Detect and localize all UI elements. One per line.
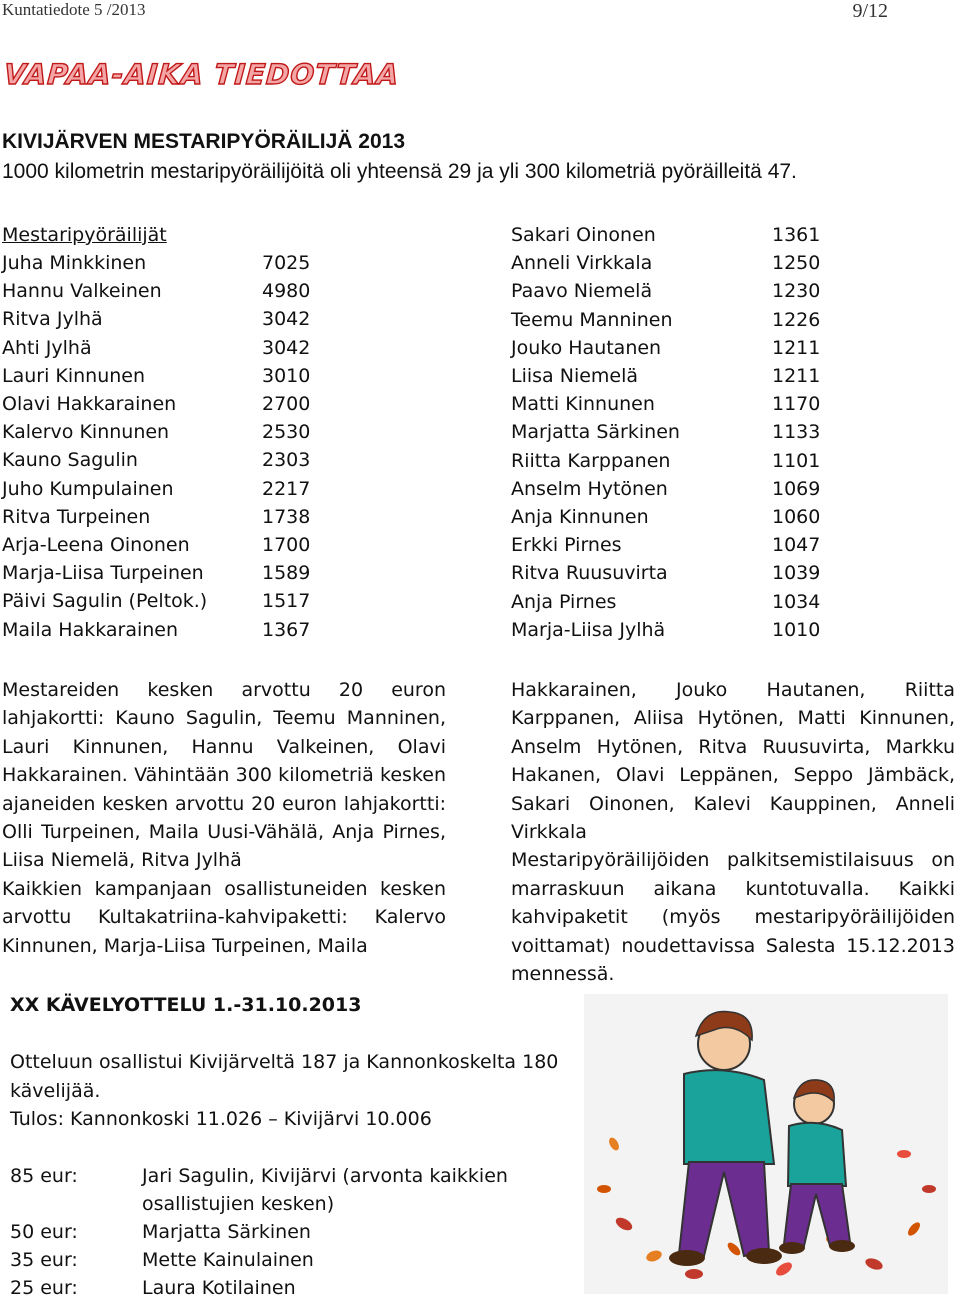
ceremony-paragraph: Mestaripyöräilijöiden palkitsemistilaisuus on marraskuun aikana kuntotuvalla. Kaikki kahvipaketit (myös mestaripyöräilijöiden voittamat) noudettavissa Salesta 15.12.2013 mennessä. [511, 849, 955, 986]
rider-km: 2700 [262, 393, 311, 415]
rider-name: Marjatta Särkinen [511, 421, 680, 444]
prize-amount: 50 eur: [10, 1221, 78, 1243]
page-number: 9/12 [852, 0, 888, 22]
rider-km: 3042 [262, 308, 311, 331]
draw-results-left [2, 676, 446, 960]
rider-name: Olavi Hakkarainen [2, 393, 177, 415]
article-subtitle: 1000 kilometrin mestaripyöräilijöitä oli yhteensä 29 ja yli 300 kilometriä pyöräilleitä 47. [2, 160, 797, 183]
rider-km: 1230 [772, 280, 821, 303]
prize-amount: 25 eur: [10, 1277, 78, 1299]
prize-winner: Marjatta Särkinen [142, 1221, 311, 1243]
rider-km: 1211 [772, 365, 821, 387]
rider-km: 1250 [772, 252, 821, 275]
rider-km: 1361 [772, 224, 821, 246]
draw-results-right [511, 676, 955, 988]
walk-title: XX KÄVELYOTTELU 1.-31.10.2013 [10, 994, 362, 1016]
rider-name: Ahti Jylhä [2, 336, 92, 359]
rider-name: Kalervo Kinnunen [2, 421, 170, 444]
kahvipaketti-paragraph: Kaikkien kampanjaan osallistuneiden kesken arvottu Kultakatriina-kahvipaketti: Kalervo Kinnunen, Marja-Liisa Turpeinen, Maila [2, 877, 446, 957]
rider-name: Ritva Turpeinen [2, 505, 151, 528]
rider-name: Matti Kinnunen [511, 393, 655, 416]
rider-km: 4980 [262, 280, 311, 303]
rider-name: Hannu Valkeinen [2, 280, 162, 303]
rider-name: Ritva Ruusuvirta [511, 562, 668, 585]
rider-km: 1211 [772, 336, 821, 359]
rider-km: 1047 [772, 534, 821, 557]
rider-name: Maila Hakkarainen [2, 618, 179, 641]
rider-name: Jouko Hautanen [511, 336, 662, 359]
prize-winner: Laura Kotilainen [142, 1277, 296, 1299]
rider-km: 1034 [772, 590, 821, 613]
prize-amount: 35 eur: [10, 1249, 78, 1271]
rider-km: 1010 [772, 618, 821, 641]
rider-km: 3042 [262, 336, 311, 359]
publication-label: Kuntatiedote 5 /2013 [2, 0, 146, 19]
rider-km: 1226 [772, 308, 821, 331]
rider-name: Marja-Liisa Turpeinen [2, 562, 204, 585]
rider-km: 1039 [772, 562, 821, 585]
rider-km: 1060 [772, 506, 821, 528]
rider-km: 2217 [262, 477, 311, 500]
rider-name: Arja-Leena Oinonen [2, 534, 190, 556]
rider-km: 1738 [262, 505, 311, 528]
rider-km: 1101 [772, 449, 821, 472]
rider-km: 3010 [262, 364, 311, 387]
section-banner: VAPAA-AIKA TIEDOTTAA [2, 58, 401, 91]
prize-winner: Jari Sagulin, Kivijärvi (arvonta kaikkien [142, 1165, 508, 1187]
rider-km: 1133 [772, 421, 821, 444]
rider-name: Anneli Virkkala [511, 252, 653, 275]
rider-name: Lauri Kinnunen [2, 364, 146, 387]
rider-name: Marja-Liisa Jylhä [511, 618, 666, 641]
rider-name: Anja Pirnes [511, 590, 617, 613]
rider-name: Ritva Jylhä [2, 308, 103, 331]
rider-name: Päivi Sagulin (Peltok.) [2, 590, 208, 613]
kahvipaketti-winners-paragraph: Hakkarainen, Jouko Hautanen, Riitta Karppanen, Aliisa Hytönen, Matti Kinnunen, Anselm Hytönen, Ritva Ruusuvirta, Markku Hakanen, Olavi Leppänen, Seppo Jämbäck, Sakari Oinonen, Kalevi Kauppinen, Anneli Virkkala [511, 679, 955, 844]
rider-name: Juho Kumpulainen [2, 477, 174, 500]
rider-name: Erkki Pirnes [511, 534, 622, 557]
walk-line-1: Otteluun osallistui Kivijärveltä 187 ja Kannonkoskelta 180 [10, 1051, 559, 1073]
prize-winner: Mette Kainulainen [142, 1249, 314, 1271]
article-title: KIVIJÄRVEN MESTARIPYÖRÄILIJÄ 2013 [2, 130, 405, 153]
walkers-illustration [584, 994, 948, 1294]
rider-km: 1700 [262, 534, 311, 556]
rider-name: Riitta Karppanen [511, 449, 671, 472]
rider-km: 1589 [262, 562, 311, 585]
rider-name: Paavo Niemelä [511, 280, 653, 303]
riders-list-heading: Mestaripyöräilijät [2, 224, 167, 246]
rider-name: Juha Minkkinen [2, 252, 147, 274]
rider-km: 1069 [772, 477, 821, 500]
rider-km: 2530 [262, 421, 311, 444]
walk-line-2: kävelijää. [10, 1080, 101, 1102]
rider-name: Anja Kinnunen [511, 506, 649, 528]
walk-result: Tulos: Kannonkoski 11.026 – Kivijärvi 10.006 [10, 1108, 432, 1130]
rider-name: Anselm Hytönen [511, 477, 668, 500]
prize-amount: 85 eur: [10, 1165, 78, 1187]
rider-km: 7025 [262, 252, 311, 274]
rider-name: Sakari Oinonen [511, 224, 656, 246]
rider-name: Liisa Niemelä [511, 365, 639, 387]
rider-name: Teemu Manninen [511, 308, 673, 331]
rider-km: 2303 [262, 449, 311, 472]
rider-name: Kauno Sagulin [2, 449, 138, 472]
rider-km: 1170 [772, 393, 821, 416]
rider-km: 1367 [262, 618, 311, 641]
rider-km: 1517 [262, 590, 311, 613]
prize-winner-continued: osallistujien kesken) [142, 1193, 335, 1215]
lahjakortti-paragraph: Mestareiden kesken arvottu 20 euron lahjakortti: Kauno Sagulin, Teemu Manninen, Lauri Kinnunen, Hannu Valkeinen, Olavi Hakkarainen. Vähintään 300 kilometriä kesken ajaneiden kesken arvottu 20 euron lahjakortti: Olli Turpeinen, Maila Uusi-Vähälä, Anja Pirnes, Liisa Niemelä, Ritva Jylhä [2, 679, 446, 872]
